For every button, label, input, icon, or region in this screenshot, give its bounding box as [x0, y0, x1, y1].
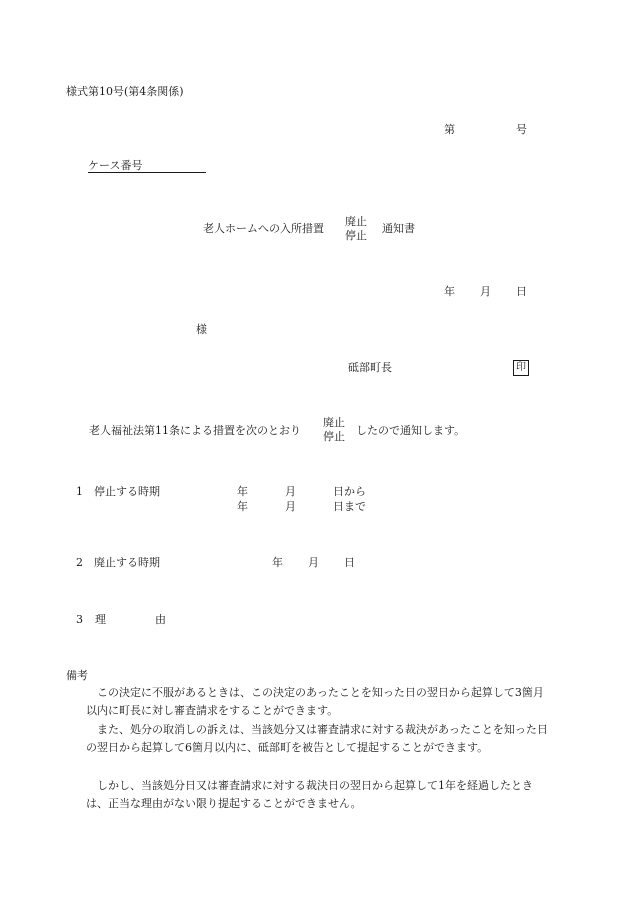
body-options	[322, 416, 346, 444]
item-suspend-from-day: 日から	[333, 485, 366, 498]
item-suspend-from-year: 年	[237, 485, 248, 498]
seal-mark: 印	[513, 360, 529, 376]
body-prefix: 老人福祉法第11条による措置を次のとおり	[89, 424, 301, 437]
body-suffix: したので通知します。	[356, 424, 466, 437]
item-suspend-to-day: 日まで	[333, 500, 366, 513]
case-number-field	[88, 160, 206, 173]
remarks-heading: 備考	[66, 669, 88, 682]
title-option-suspend: 停止	[345, 229, 367, 242]
title-options	[344, 215, 368, 243]
item-reason-number: 3	[76, 613, 83, 626]
title-main: 老人ホームへの入所措置	[203, 222, 324, 235]
remarks-paragraph-2: また、処分の取消しの訴えは、当該処分又は審査請求に対する裁決があったことを知った日の翌日から起算して6箇月以内に、砥部町を被告として提起することができます。	[86, 723, 548, 754]
issuer-name: 砥部町長	[348, 361, 392, 374]
item-suspend-label: 1 停止する時期	[76, 485, 160, 498]
item-suspend-to-month: 月	[285, 500, 296, 513]
body-option-suspend: 停止	[323, 430, 345, 443]
item-abolish-day: 日	[344, 556, 355, 569]
document-number-suffix: 号	[516, 123, 527, 136]
date-month: 月	[480, 285, 491, 298]
item-abolish-month: 月	[308, 556, 319, 569]
item-abolish-label: 2 廃止する時期	[76, 556, 160, 569]
remarks-paragraph-3: しかし、当該処分日又は審査請求に対する裁決日の翌日から起算して1年を経過したときは、正当な理由がない限り提起することができません。	[86, 779, 533, 810]
item-reason-char1: 理	[95, 613, 106, 626]
item-suspend-to-year: 年	[237, 500, 248, 513]
title-option-abolish: 廃止	[345, 215, 367, 228]
document-number-prefix: 第	[444, 123, 455, 136]
item-abolish-year: 年	[272, 556, 283, 569]
item-suspend-from-month: 月	[285, 485, 296, 498]
remarks-paragraph-1: この決定に不服があるときは、この決定のあったことを知った日の翌日から起算して3箇月以内に町長に対し審査請求をすることができます。	[86, 686, 544, 717]
case-number-label: ケース番号	[88, 159, 143, 172]
body-option-abolish: 廃止	[323, 416, 345, 429]
date-year: 年	[444, 285, 455, 298]
title-suffix: 通知書	[382, 222, 415, 235]
date-day: 日	[516, 285, 527, 298]
form-id: 様式第10号(第4条関係)	[66, 85, 184, 98]
addressee-suffix: 様	[196, 323, 207, 336]
item-reason-char2: 由	[155, 613, 166, 626]
